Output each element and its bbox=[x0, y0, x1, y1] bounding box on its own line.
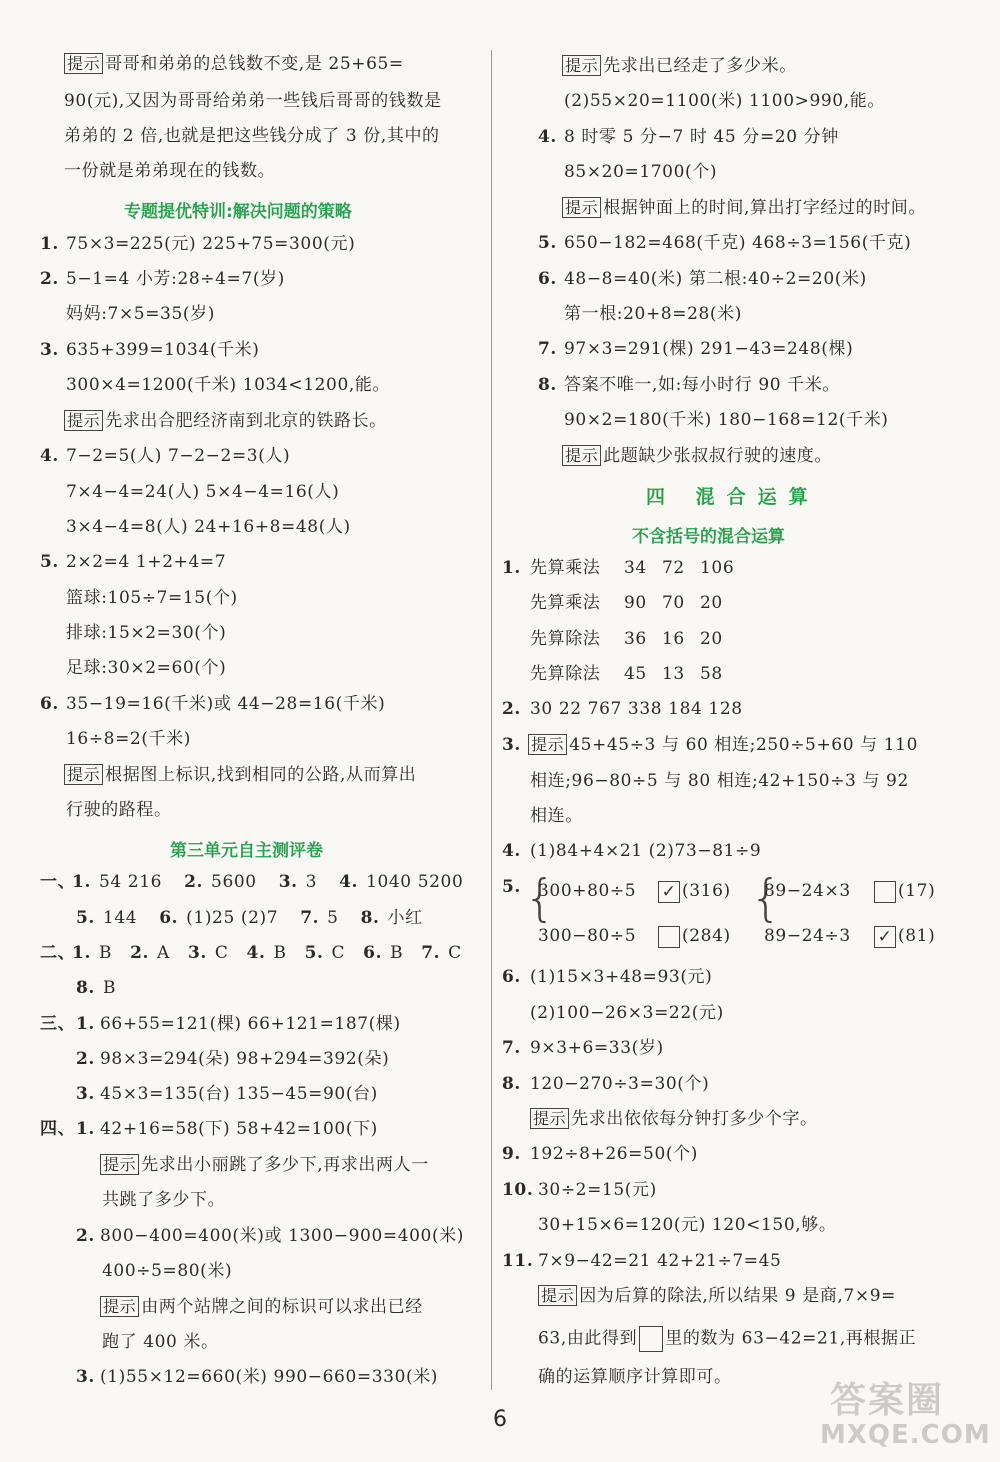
column-divider bbox=[491, 50, 492, 1390]
answer-row: 先算乘法 90 70 20 bbox=[530, 593, 723, 613]
compare-row: 300+80÷5 ✓ (316) bbox=[538, 881, 731, 902]
answer-line: (2)55×20=1100(米) 1100>990,能。 bbox=[564, 91, 885, 111]
intro-line: 一份就是弟弟现在的钱数。 bbox=[64, 161, 276, 181]
section-title: 不含括号的混合运算 bbox=[632, 527, 785, 547]
answer-line: 90×2=180(千米) 180−168=12(千米) bbox=[564, 410, 889, 430]
answer-line: 400÷5=80(米) bbox=[102, 1261, 233, 1281]
answer-line: 篮球:105÷7=15(个) bbox=[66, 588, 238, 608]
intro-line: 弟弟的 2 倍,也就是把这些钱分成了 3 份,其中的 bbox=[64, 126, 440, 146]
answer-line: 5. bbox=[502, 877, 521, 897]
page-number: 6 bbox=[493, 1407, 507, 1432]
answer-line: 4. 8 时零 5 分−7 时 45 分=20 分钟 bbox=[538, 127, 839, 147]
answer-line: 第一根:20+8=28(米) bbox=[564, 304, 742, 324]
answer-line: 3. 635+399=1034(千米) bbox=[40, 340, 260, 360]
tip-line: 提示 先求出小丽跳了多少下,再求出两人一 bbox=[100, 1154, 429, 1176]
answer-line: 足球:30×2=60(个) bbox=[66, 658, 227, 678]
answer-line: 一、 1. 54 216 2. 5600 3. 3 4. 1040 5200 bbox=[40, 872, 464, 892]
answer-line: 2. 5−1=4 小芳:28÷4=7(岁) bbox=[40, 269, 285, 289]
answer-line: 5. 2×2=4 1+2+4=7 bbox=[40, 552, 227, 572]
tip-label: 提示 bbox=[64, 53, 103, 74]
answer-line: 4. 7−2=5(人) 7−2−2=3(人) bbox=[40, 446, 291, 466]
answer-line: 排球:15×2=30(个) bbox=[66, 623, 227, 643]
answer-line: 8. B bbox=[76, 978, 117, 998]
answer-row: 先算乘法 34 72 106 bbox=[530, 558, 735, 578]
answer-line: 四、1. 42+16=58(下) 58+42=100(下) bbox=[40, 1119, 378, 1139]
tip-line: 跑了 400 米。 bbox=[102, 1332, 219, 1352]
answer-line: 9. 192÷8+26=50(个) bbox=[502, 1144, 698, 1164]
answer-line: 4. (1)84+4×21 (2)73−81÷9 bbox=[502, 841, 762, 861]
answer-line: 5. 144 6. (1)25 (2)7 7. 5 8. 小红 bbox=[76, 908, 423, 928]
tip-line: 3. 提示 45+45÷3 与 60 相连;250÷5+60 与 110 bbox=[502, 735, 918, 755]
answer-line: 6. 48−8=40(米) 第二根:40÷2=20(米) bbox=[538, 269, 867, 289]
answer-line: 7. 97×3=291(棵) 291−43=248(棵) bbox=[538, 339, 854, 359]
tip-line: 相连;96−80÷5 与 80 相连;42+150÷3 与 92 bbox=[530, 771, 909, 791]
compare-row: 89−24÷3 ✓ (81) bbox=[764, 926, 936, 947]
intro-line: 90(元),又因为哥哥给弟弟一些钱后哥哥的钱数是 bbox=[64, 91, 442, 111]
answer-row: 先算除法 45 13 58 bbox=[530, 664, 723, 684]
tip-line: 提示 先求出合肥经济南到北京的铁路长。 bbox=[64, 410, 387, 432]
answer-line: 二、 1. B 2. A 3. C 4. B 5. C 6. B 7. C bbox=[40, 943, 462, 963]
answer-line: 2. 30 22 767 338 184 128 bbox=[502, 699, 743, 719]
tip-line: 63,由此得到 里的数为 63−42=21,再根据正 bbox=[538, 1326, 916, 1352]
tip-line: 提示 根据图上标识,找到相同的公路,从而算出 bbox=[64, 764, 416, 786]
tip-line: 提示 由两个站牌之间的标识可以求出已经 bbox=[100, 1296, 423, 1318]
answer-line: 30+15×6=120(元) 120<150,够。 bbox=[538, 1215, 837, 1235]
tip-line: 确的运算顺序计算即可。 bbox=[538, 1367, 732, 1387]
tip-line: 提示 因为后算的除法,所以结果 9 是商,7×9= bbox=[538, 1285, 896, 1307]
watermark-text: 答案圈 bbox=[830, 1380, 945, 1421]
answer-line: (2)100−26×3=22(元) bbox=[530, 1003, 724, 1023]
answer-line: 2. 98×3=294(朵) 98+294=392(朵) bbox=[76, 1049, 390, 1069]
answer-line: 8. 答案不唯一,如:每小时行 90 千米。 bbox=[538, 375, 840, 395]
tip-line: 提示 根据钟面上的时间,算出打字经过的时间。 bbox=[562, 197, 926, 219]
answer-line: 300×4=1200(千米) 1034<1200,能。 bbox=[66, 375, 391, 395]
tip-line: 提示 先求出依依每分钟打多少个字。 bbox=[530, 1108, 818, 1130]
answer-line: 3. 45×3=135(台) 135−45=90(台) bbox=[76, 1084, 378, 1104]
answer-line: 1. bbox=[502, 558, 521, 578]
answer-line: 6. (1)15×3+48=93(元) bbox=[502, 967, 713, 987]
watermark bbox=[820, 1372, 990, 1452]
tip-line: 共跳了多少下。 bbox=[102, 1190, 226, 1210]
left-brace: { bbox=[750, 869, 782, 927]
tip-line: 行驶的路程。 bbox=[66, 800, 172, 820]
compare-row: 89−24×3 (17) bbox=[764, 881, 936, 901]
answer-line: 7. 9×3+6=33(岁) bbox=[502, 1038, 664, 1058]
section-title: 专题提优特训:解决问题的策略 bbox=[124, 202, 352, 222]
tip-line: 相连。 bbox=[530, 806, 583, 826]
left-brace: { bbox=[524, 869, 556, 927]
blank-box bbox=[639, 1326, 663, 1352]
answer-line: 6. 35−19=16(千米)或 44−28=16(千米) bbox=[40, 694, 386, 714]
answer-line: 3×4−4=8(人) 24+16+8=48(人) bbox=[66, 517, 351, 537]
empty-box bbox=[874, 881, 896, 903]
answer-line: 1. 75×3=225(元) 225+75=300(元) bbox=[40, 234, 356, 254]
answer-line: 10. 30÷2=15(元) bbox=[502, 1180, 657, 1200]
answer-line: 三、1. 66+55=121(棵) 66+121=187(棵) bbox=[40, 1014, 401, 1034]
answer-line: 3. (1)55×12=660(米) 990−660=330(米) bbox=[76, 1367, 439, 1387]
section-title: 第三单元自主测评卷 bbox=[170, 841, 323, 861]
tip-line: 提示 此题缺少张叔叔行驶的速度。 bbox=[562, 445, 832, 467]
answer-line: 7×4−4=24(人) 5×4−4=16(人) bbox=[66, 482, 340, 502]
empty-box bbox=[658, 926, 680, 948]
answer-line: 11. 7×9−42=21 42+21÷7=45 bbox=[502, 1251, 782, 1271]
answer-line: 8. 120−270÷3=30(个) bbox=[502, 1074, 710, 1094]
unit-title: 四 混合运算 bbox=[646, 486, 820, 508]
answer-row: 先算除法 36 16 20 bbox=[530, 629, 723, 649]
watermark-url: MXQE.COM bbox=[820, 1420, 991, 1450]
answer-line: 5. 650−182=468(千克) 468÷3=156(千克) bbox=[538, 233, 912, 253]
check-box-checked: ✓ bbox=[874, 926, 896, 948]
compare-row: 300−80÷5 (284) bbox=[538, 926, 731, 946]
answer-line: 85×20=1700(个) bbox=[564, 162, 718, 182]
answer-line: 16÷8=2(千米) bbox=[66, 729, 192, 749]
intro-line: 提示 哥哥和弟弟的总钱数不变,是 25+65= bbox=[64, 53, 404, 75]
answer-line: 2. 800−400=400(米)或 1300−900=400(米) bbox=[76, 1226, 465, 1246]
answer-line: 妈妈:7×5=35(岁) bbox=[66, 304, 215, 324]
tip-line: 提示 先求出已经走了多少米。 bbox=[562, 55, 797, 77]
check-box-checked: ✓ bbox=[658, 881, 680, 903]
